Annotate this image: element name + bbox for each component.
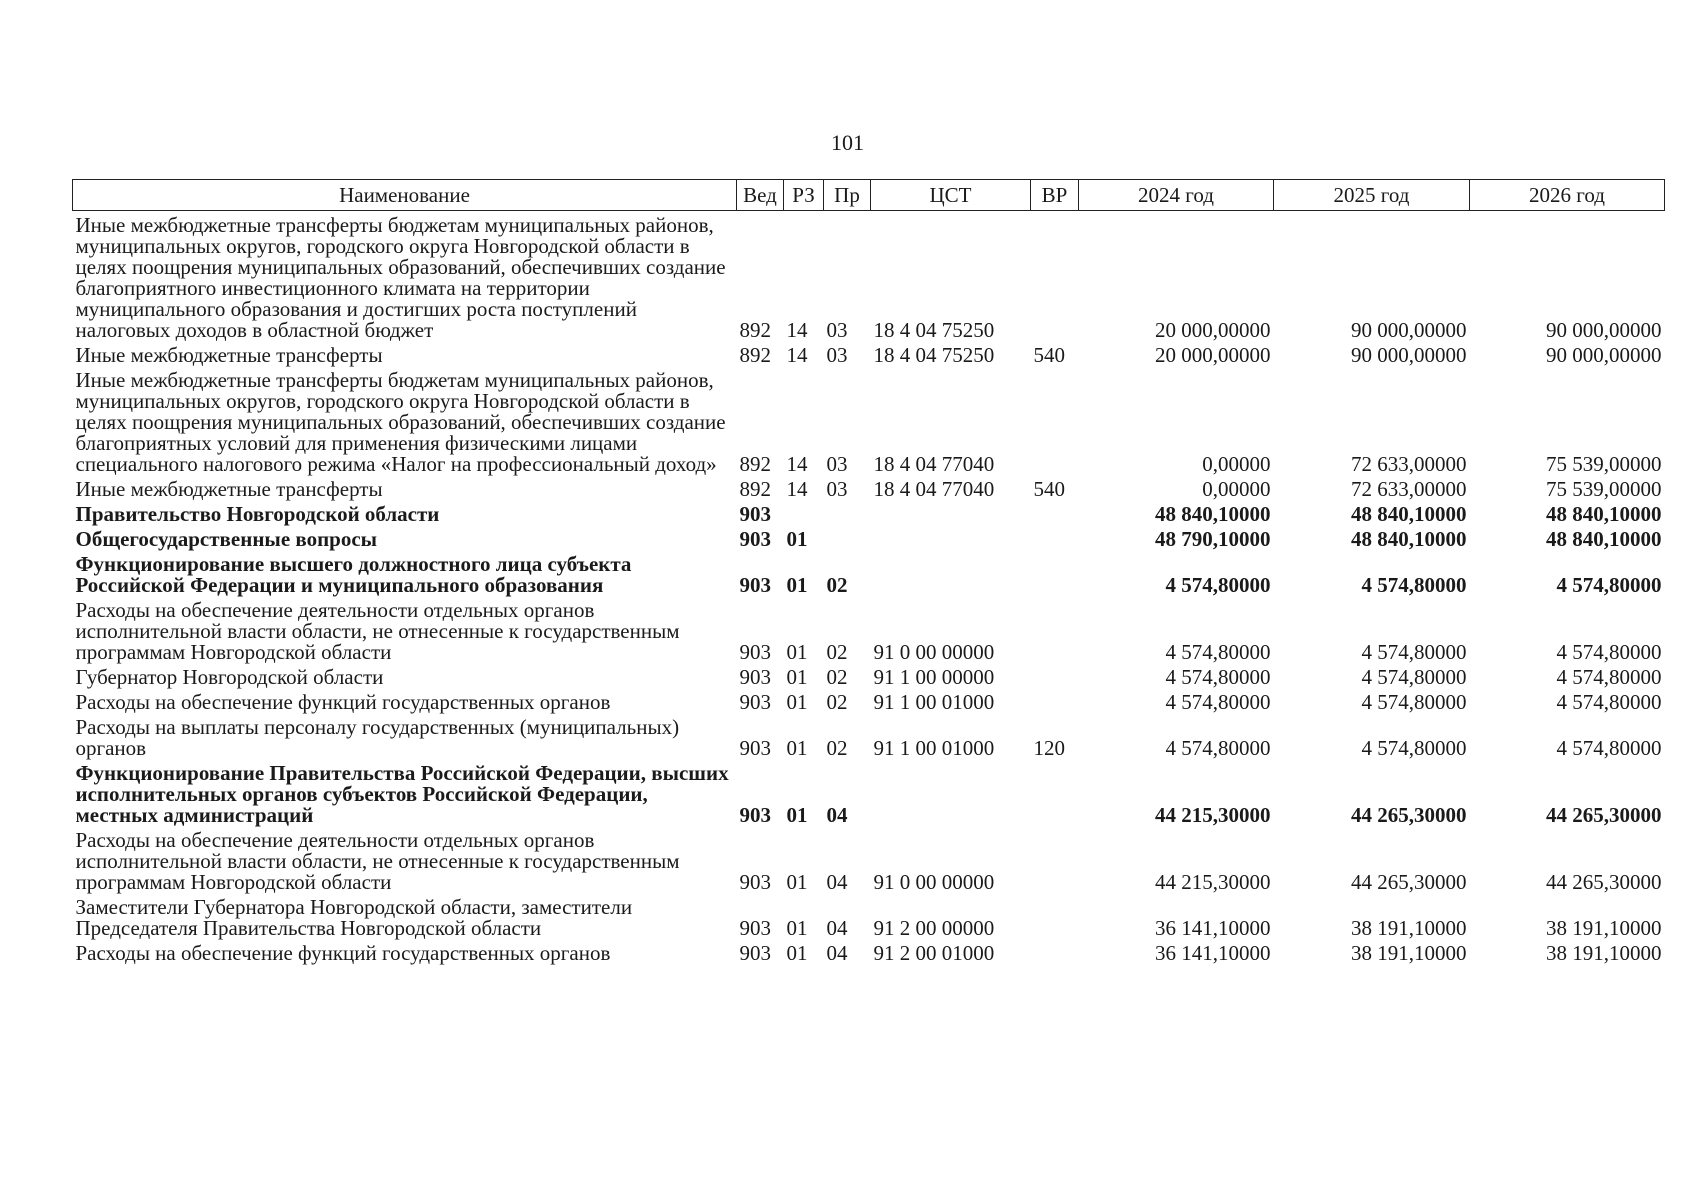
cell-2026: 4 574,80000 <box>1556 665 1662 689</box>
table-row <box>73 688 1665 713</box>
cell-vr <box>1031 596 1079 663</box>
cell-2026: 4 574,80000 <box>1556 736 1662 760</box>
cell-name: Правительство Новгородской области <box>75 502 440 526</box>
cell-ved: 903 <box>739 941 771 965</box>
cell-cst <box>871 759 1031 826</box>
cell-pr: 03 <box>826 343 848 367</box>
cell-ved: 903 <box>739 502 771 526</box>
cell-ved: 892 <box>739 452 771 476</box>
cell-vr <box>1031 211 1079 342</box>
cell-2026: 38 191,10000 <box>1546 941 1662 965</box>
cell-name: Расходы на выплаты персоналу государственных (муниципальных) органов <box>75 715 680 760</box>
cell-name: Расходы на обеспечение функций государственных органов <box>75 941 611 965</box>
cell-vr <box>1031 826 1079 893</box>
cell-vr <box>1031 688 1079 713</box>
cell-cst <box>871 500 1031 525</box>
cell-2025: 38 191,10000 <box>1351 916 1467 940</box>
cell-pr: 04 <box>826 916 848 940</box>
cell-name: Расходы на обеспечение деятельности отдельных органов исполнительной власти области, не отнесенные к государственным программам Новгородской области <box>75 598 680 664</box>
cell-pr <box>824 500 871 525</box>
cell-ved: 903 <box>739 573 771 597</box>
cell-pr: 02 <box>826 665 848 689</box>
cell-name: Губернатор Новгородской области <box>75 665 384 689</box>
cell-vr <box>1031 525 1079 550</box>
cell-2026: 4 574,80000 <box>1556 690 1662 714</box>
cell-vr <box>1031 500 1079 525</box>
table-row <box>73 500 1665 525</box>
cell-ved: 903 <box>739 736 771 760</box>
cell-2025: 72 633,00000 <box>1351 452 1467 476</box>
cell-ved: 903 <box>739 665 771 689</box>
cell-2026: 44 265,30000 <box>1546 870 1662 894</box>
cell-2024: 0,00000 <box>1202 477 1271 501</box>
cell-pr <box>824 525 871 550</box>
cell-name: Иные межбюджетные трансферты бюджетам муниципальных районов, муниципальных округов, городского округа Новгородской области в целях поощрения муниципальных образований, обеспечивших создание благоприятных условий для применения физическими лицами специального налогового режима «Налог на профессиональный доход» <box>75 368 726 476</box>
cell-name: Иные межбюджетные трансферты <box>75 343 383 367</box>
cell-pr: 04 <box>826 941 848 965</box>
cell-2026: 38 191,10000 <box>1546 916 1662 940</box>
cell-pr: 02 <box>826 573 848 597</box>
header-vr: ВР <box>1031 180 1079 211</box>
cell-rz <box>784 500 824 525</box>
cell-2024: 20 000,00000 <box>1155 343 1271 367</box>
cell-name: Функционирование Правительства Российской Федерации, высших исполнительных органов субъектов Российской Федерации, местных администраций <box>75 761 729 827</box>
cell-rz: 01 <box>786 527 808 551</box>
cell-cst: 18 4 04 77040 <box>873 477 995 501</box>
cell-2025: 4 574,80000 <box>1361 736 1467 760</box>
cell-rz: 14 <box>786 452 808 476</box>
table-body <box>73 211 1665 965</box>
cell-name: Общегосударственные вопросы <box>75 527 378 551</box>
cell-rz: 01 <box>786 916 808 940</box>
cell-name: Заместители Губернатора Новгородской области, заместители Председателя Правительства Новгородской области <box>75 895 633 940</box>
cell-pr: 04 <box>826 803 848 827</box>
cell-cst: 18 4 04 77040 <box>873 452 995 476</box>
cell-2026: 48 840,10000 <box>1546 527 1662 551</box>
cell-cst: 91 1 00 00000 <box>873 665 995 689</box>
table-row <box>73 663 1665 688</box>
header-2025: 2025 год <box>1274 180 1470 211</box>
cell-2025: 4 574,80000 <box>1361 640 1467 664</box>
budget-table <box>72 179 1665 964</box>
cell-2026: 75 539,00000 <box>1546 477 1662 501</box>
cell-ved: 903 <box>739 916 771 940</box>
cell-2024: 44 215,30000 <box>1155 870 1271 894</box>
cell-2026: 90 000,00000 <box>1546 343 1662 367</box>
cell-vr <box>1031 366 1079 475</box>
cell-2025: 48 840,10000 <box>1351 527 1467 551</box>
cell-rz: 01 <box>786 573 808 597</box>
cell-vr <box>1031 759 1079 826</box>
cell-ved: 903 <box>739 527 771 551</box>
cell-2024: 44 215,30000 <box>1155 803 1271 827</box>
table-row <box>73 475 1665 500</box>
cell-rz: 01 <box>786 736 808 760</box>
cell-2024: 36 141,10000 <box>1155 916 1271 940</box>
cell-ved: 892 <box>739 318 771 342</box>
cell-pr: 03 <box>826 318 848 342</box>
cell-pr: 03 <box>826 477 848 501</box>
table-row <box>73 525 1665 550</box>
header-2026: 2026 год <box>1470 180 1665 211</box>
cell-vr <box>1031 893 1079 939</box>
cell-2025: 38 191,10000 <box>1351 941 1467 965</box>
cell-2025: 44 265,30000 <box>1351 803 1467 827</box>
cell-rz: 01 <box>786 941 808 965</box>
cell-cst: 91 0 00 00000 <box>873 870 995 894</box>
cell-name: Иные межбюджетные трансферты <box>75 477 383 501</box>
cell-ved: 892 <box>739 343 771 367</box>
table-row <box>73 893 1665 939</box>
cell-pr: 02 <box>826 640 848 664</box>
cell-rz: 01 <box>786 665 808 689</box>
cell-vr: 120 <box>1033 736 1065 760</box>
cell-2025: 90 000,00000 <box>1351 318 1467 342</box>
table-row <box>73 759 1665 826</box>
cell-pr: 02 <box>826 690 848 714</box>
cell-pr: 03 <box>826 452 848 476</box>
cell-2026: 90 000,00000 <box>1546 318 1662 342</box>
header-name: Наименование <box>73 180 737 211</box>
cell-2025: 90 000,00000 <box>1351 343 1467 367</box>
cell-2024: 48 840,10000 <box>1155 502 1271 526</box>
cell-2026: 75 539,00000 <box>1546 452 1662 476</box>
page-number: 101 <box>831 130 864 155</box>
cell-vr <box>1031 663 1079 688</box>
cell-cst: 91 1 00 01000 <box>873 736 995 760</box>
cell-2026: 4 574,80000 <box>1556 573 1662 597</box>
cell-2025: 72 633,00000 <box>1351 477 1467 501</box>
cell-name: Функционирование высшего должностного лица субъекта Российской Федерации и муниципального образования <box>75 552 632 597</box>
cell-cst <box>871 525 1031 550</box>
cell-name: Расходы на обеспечение деятельности отдельных органов исполнительной власти области, не отнесенные к государственным программам Новгородской области <box>75 828 680 894</box>
header-rz: РЗ <box>784 180 824 211</box>
header-ved: Вед <box>737 180 784 211</box>
table-row <box>73 713 1665 759</box>
cell-2024: 20 000,00000 <box>1155 318 1271 342</box>
table-header-row <box>73 180 1665 211</box>
cell-cst <box>871 550 1031 596</box>
cell-rz: 01 <box>786 640 808 664</box>
cell-2025: 4 574,80000 <box>1361 573 1467 597</box>
header-cst: ЦСТ <box>871 180 1031 211</box>
cell-2025: 48 840,10000 <box>1351 502 1467 526</box>
cell-2024: 4 574,80000 <box>1165 690 1271 714</box>
cell-2025: 4 574,80000 <box>1361 690 1467 714</box>
cell-2024: 4 574,80000 <box>1165 736 1271 760</box>
table-row <box>73 596 1665 663</box>
table-row <box>73 211 1665 342</box>
cell-2024: 0,00000 <box>1202 452 1271 476</box>
cell-vr <box>1031 550 1079 596</box>
table-row <box>73 550 1665 596</box>
cell-cst: 18 4 04 75250 <box>873 343 995 367</box>
cell-cst: 91 2 00 01000 <box>873 941 995 965</box>
cell-2026: 4 574,80000 <box>1556 640 1662 664</box>
cell-rz: 14 <box>786 318 808 342</box>
cell-ved: 903 <box>739 803 771 827</box>
header-2024: 2024 год <box>1079 180 1274 211</box>
cell-rz: 14 <box>786 477 808 501</box>
cell-rz: 01 <box>786 803 808 827</box>
cell-cst: 91 0 00 00000 <box>873 640 995 664</box>
table-row <box>73 366 1665 475</box>
cell-cst: 18 4 04 75250 <box>873 318 995 342</box>
table-row <box>73 826 1665 893</box>
cell-vr <box>1031 939 1079 964</box>
cell-2025: 4 574,80000 <box>1361 665 1467 689</box>
cell-2024: 48 790,10000 <box>1155 527 1271 551</box>
cell-name: Расходы на обеспечение функций государственных органов <box>75 690 611 714</box>
cell-vr: 540 <box>1033 477 1065 501</box>
table-row <box>73 939 1665 964</box>
cell-ved: 903 <box>739 870 771 894</box>
cell-rz: 01 <box>786 870 808 894</box>
cell-rz: 01 <box>786 690 808 714</box>
cell-cst: 91 1 00 01000 <box>873 690 995 714</box>
cell-2025: 44 265,30000 <box>1351 870 1467 894</box>
cell-ved: 903 <box>739 690 771 714</box>
header-pr: Пр <box>824 180 871 211</box>
cell-vr: 540 <box>1033 343 1065 367</box>
cell-2024: 4 574,80000 <box>1165 665 1271 689</box>
cell-ved: 892 <box>739 477 771 501</box>
cell-2024: 4 574,80000 <box>1165 573 1271 597</box>
cell-pr: 02 <box>826 736 848 760</box>
cell-2024: 36 141,10000 <box>1155 941 1271 965</box>
cell-2026: 44 265,30000 <box>1546 803 1662 827</box>
cell-ved: 903 <box>739 640 771 664</box>
table-row <box>73 341 1665 366</box>
cell-pr: 04 <box>826 870 848 894</box>
cell-2026: 48 840,10000 <box>1546 502 1662 526</box>
cell-name: Иные межбюджетные трансферты бюджетам муниципальных районов, муниципальных округов, городского округа Новгородской области в целях поощрения муниципальных образований, обеспечивших создание благоприятного инвестиционного климата на территории муниципального образования и достигших роста поступлений налоговых доходов в областной бюджет <box>75 213 726 342</box>
cell-rz: 14 <box>786 343 808 367</box>
cell-cst: 91 2 00 00000 <box>873 916 995 940</box>
cell-2024: 4 574,80000 <box>1165 640 1271 664</box>
